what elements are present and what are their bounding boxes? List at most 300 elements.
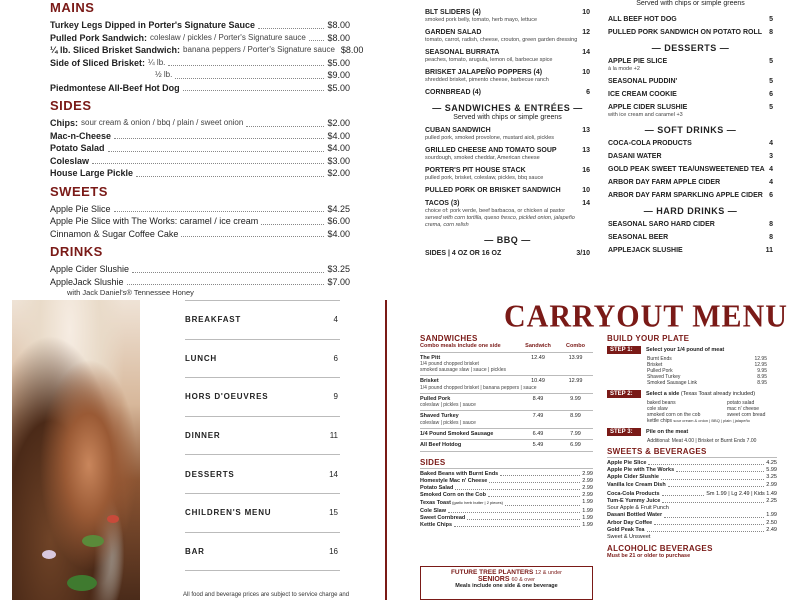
item-price: $2.00: [327, 168, 350, 178]
item-name: SEASONAL SARO HARD CIDER: [608, 221, 715, 228]
dot-leader: [505, 499, 580, 505]
row-name: Apple Pie with The Works: [607, 467, 675, 474]
sandwich-name: The Pitt: [420, 354, 441, 361]
toc-label: BAR: [185, 546, 205, 556]
combo-price: 8.99: [570, 413, 581, 419]
item-price: 4: [769, 140, 773, 147]
drink-row: [607, 505, 777, 512]
item-name: Mac-n-Cheese: [50, 130, 112, 141]
dot-leader: [648, 460, 764, 465]
row-price: 1.99: [766, 512, 777, 519]
menu-item: [425, 186, 590, 195]
price-disclaimer: All food and beverage prices are subject to service charge and: [183, 592, 350, 598]
toc-label: HORS D'OEUVRES: [185, 392, 269, 402]
dot-leader: [114, 130, 324, 140]
item-price: 13: [582, 127, 590, 134]
menu-item: [608, 103, 773, 119]
item-price: 3: [769, 153, 773, 160]
toc-row[interactable]: [185, 378, 340, 417]
item-name: BLT SLIDERS (4): [425, 9, 481, 16]
side-option: potato salad: [727, 400, 755, 406]
item-price: 6: [586, 89, 590, 96]
meat-option: [647, 380, 767, 386]
item-name: Turkey Legs Dipped in Porter's Signature Sauce: [50, 20, 256, 30]
item-price: 10: [582, 9, 590, 16]
bbq-heading: — BBQ —: [484, 235, 531, 245]
item-price: $8.00: [340, 45, 364, 55]
item-line: [608, 191, 773, 200]
item-name: SEASONAL PUDDIN': [608, 78, 678, 85]
meat-price: 9.95: [757, 368, 767, 374]
item-name: APPLE CIDER SLUSHIE: [608, 104, 688, 111]
meat-name: Shaved Turkey: [647, 374, 681, 380]
item-price: $8.00: [327, 20, 350, 30]
menu-item: [425, 8, 590, 24]
item-price: 6: [769, 192, 773, 199]
sandwich-name: Brisket: [420, 378, 439, 384]
item-price: 8: [769, 234, 773, 241]
item-name: Chips:: [50, 118, 78, 128]
row-note: (garlic herb butter | 2 pieces): [450, 500, 503, 506]
menu-item: [425, 166, 590, 182]
side-option: baked beans: [647, 400, 676, 406]
sandwich-name: Shaved Turkey: [420, 413, 459, 419]
menu-item: [425, 48, 590, 64]
toc-page: 14: [329, 469, 338, 479]
item-line: [608, 233, 773, 242]
toc-row[interactable]: [185, 340, 340, 379]
side-option: sweet corn bread: [727, 412, 766, 418]
step-1: [607, 346, 777, 354]
menu-item: [608, 165, 773, 174]
meals-include-note: Meals include one side & one beverage: [455, 583, 558, 589]
step-3: [607, 428, 777, 436]
toc-row[interactable]: [185, 301, 340, 340]
meat-name: Smoked Sausage Link: [647, 380, 698, 386]
item-line: [608, 178, 773, 187]
toc-page: 6: [333, 353, 338, 363]
item-name: PULLED PORK SANDWICH ON POTATO ROLL: [608, 29, 762, 36]
toc-label: DESSERTS: [185, 469, 235, 479]
side-row: [420, 471, 593, 478]
combo-price: 9.99: [570, 395, 581, 402]
build-plate-heading: BUILD YOUR PLATE: [607, 334, 690, 343]
sandwich-name: All Beef Hotdog: [420, 442, 462, 448]
item-price: $3.00: [327, 155, 350, 166]
row-name: Sour Apple & Fruit Punch: [607, 505, 669, 512]
item-line: [425, 8, 590, 17]
sandwich-header-row: [420, 343, 593, 353]
sandwich-price: 6.49: [532, 430, 544, 437]
desserts-heading: — DESSERTS —: [651, 43, 730, 53]
coke-row: [607, 491, 777, 498]
step-2-text: Select a side (Texas Toast already included): [646, 391, 756, 397]
item-desc: coleslaw / pickles / Porter's Signature sauce: [150, 32, 306, 42]
item-price: 8: [769, 221, 773, 228]
menu-item-row: [50, 228, 350, 241]
item-line: [608, 28, 773, 37]
item-price: $4.00: [327, 130, 350, 141]
item-name: House Large Pickle: [50, 168, 134, 178]
toc-row[interactable]: [185, 533, 340, 572]
item-name: PORTER'S PIT HOUSE STACK: [425, 167, 526, 174]
item-line: [608, 90, 773, 99]
item-desc-extra: served with corn tortilla, queso fresco, pickled onion, jalapeño crema, corn relish: [425, 215, 575, 228]
toc-page: 15: [329, 508, 338, 518]
item-line: [608, 139, 773, 148]
item-price: 13: [582, 147, 590, 154]
dot-leader: [258, 19, 324, 29]
side-row: [420, 522, 593, 529]
menu-item-row: [50, 167, 350, 180]
sandwich-row: [420, 429, 593, 441]
item-line: [608, 165, 773, 174]
toc-page: 4: [333, 315, 338, 325]
toc-row[interactable]: [185, 455, 340, 494]
item-name: APPLE PIE SLICE: [608, 58, 668, 65]
menu-item: [425, 88, 590, 97]
coke-label: Coca-Cola Products: [607, 490, 660, 497]
toc-page: 11: [329, 431, 338, 441]
future-tree-planters-box: [420, 566, 593, 600]
menu-item: [425, 146, 590, 162]
seniors-line: SENIORS 60 & over: [477, 576, 535, 583]
sandwich-desc: coleslaw | pickles | sauce: [420, 419, 476, 426]
menu-item-row: [50, 19, 350, 32]
side-row: [420, 499, 593, 507]
dot-leader: [183, 82, 325, 92]
sandwich-line: [420, 413, 593, 420]
toc-page: 9: [333, 392, 338, 402]
sides-heading: SIDES: [50, 98, 92, 113]
item-desc: with ice cream and caramel +3: [608, 112, 683, 118]
item-line: [425, 48, 590, 57]
step-3-label: STEP 3:: [607, 428, 641, 436]
greens-garnish: [67, 575, 97, 591]
item-price: 10: [582, 69, 590, 76]
sweet-row: [607, 460, 777, 467]
item-desc: shredded brisket, pimento cheese, barbecue ranch: [425, 77, 549, 83]
row-price: 2.49: [766, 526, 777, 533]
menu-item: [425, 68, 590, 84]
side-row: [420, 485, 593, 492]
meat-name: Burnt Ends: [647, 356, 672, 362]
item-desc: pulled pork, brisket, coleslaw, pickles, bbq sauce: [425, 175, 544, 181]
sandwich-row: [420, 376, 593, 394]
sandwich-col-header: Sandwich: [525, 343, 551, 349]
item-price: 14: [582, 200, 590, 207]
item-price: $4.25: [327, 203, 350, 214]
sandwich-price: 10.49: [531, 378, 545, 384]
item-name: Apple Pie Slice: [50, 203, 111, 214]
kettle-chips-option: kettle chips sour cream & onion | BBQ | plain | jalapeño: [647, 418, 750, 424]
item-line: [425, 28, 590, 37]
row-name: Cole Slaw: [420, 507, 446, 514]
onion-garnish: [42, 550, 56, 559]
item-price: 5: [769, 78, 773, 85]
sweets-heading: SWEETS: [50, 183, 108, 199]
item-price: 5: [769, 58, 773, 65]
dot-leader: [136, 167, 324, 177]
row-name: Sweet & Unsweet: [607, 534, 651, 541]
carryout-sides-heading: SIDES: [420, 458, 593, 469]
menu-item: [608, 57, 773, 73]
menu-item: [608, 191, 773, 200]
menu-item-row: [50, 130, 350, 143]
menu-item: [608, 220, 773, 229]
dot-leader: [448, 508, 580, 513]
combo-price: 7.99: [570, 430, 581, 437]
sandwich-row: [420, 353, 593, 377]
row-name: Apple Pie Slice: [607, 460, 647, 466]
menu-item-row: [50, 142, 350, 155]
right-menu-column: [608, 0, 773, 259]
row-price: 2.99: [582, 492, 593, 499]
item-name: CUBAN SANDWICH: [425, 127, 491, 134]
item-price: $6.00: [327, 216, 350, 226]
dot-leader: [309, 32, 325, 42]
item-desc: ¼ lb.: [148, 57, 166, 67]
step-3-note: Additional: Meat 4.00 | Brisket or Burnt Ends 7.00: [647, 438, 757, 444]
sandwich-desc: smoked sausage slaw | sauce | pickles: [420, 367, 506, 373]
drink-row: [607, 534, 777, 541]
row-price: 2.99: [582, 484, 593, 491]
step-2-label: STEP 2:: [607, 390, 641, 398]
item-name: ICE CREAM COOKIE: [608, 91, 677, 98]
menu-item-row: [50, 117, 350, 130]
item-line: [425, 249, 590, 258]
item-line: [425, 199, 590, 208]
row-price: 1.99: [582, 507, 593, 514]
item-line: [608, 57, 773, 66]
dot-leader: [168, 57, 324, 67]
toc-row[interactable]: [185, 417, 340, 456]
alcohol-note: Must be 21 or older to purchase: [607, 553, 691, 560]
item-name: Piedmontese All-Beef Hot Dog: [50, 82, 180, 93]
sandwich-desc: 1/4 pound chopped brisket | banana peppers | sauce: [420, 384, 537, 391]
menu-item-row: [50, 44, 364, 57]
item-name: GRILLED CHEESE AND TOMATO SOUP: [425, 147, 557, 154]
item-price: $9.00: [327, 70, 350, 80]
side-row: [420, 508, 593, 515]
sandwich-line: [420, 431, 593, 438]
mains-heading: MAINS: [50, 0, 95, 15]
pulled-pork-photo: [12, 300, 140, 600]
item-desc: banana peppers / Porter's Signature sauce: [183, 45, 335, 54]
dot-leader: [246, 117, 324, 127]
menu-item: [608, 90, 773, 99]
item-name: Apple Pie Slice with The Works: caramel / ice cream: [50, 216, 259, 226]
item-name: ¼ lb. Sliced Brisket Sandwich:: [50, 45, 181, 55]
row-price: 1.99: [582, 499, 593, 506]
menu-item: [608, 139, 773, 148]
sandwiches-entrees-heading: — SANDWICHES & ENTRÉES —: [432, 103, 583, 113]
item-line: [608, 152, 773, 161]
dot-leader: [664, 512, 764, 517]
sweet-row: [607, 474, 777, 481]
toc-label: DINNER: [185, 431, 221, 441]
item-line: [425, 88, 590, 97]
right-top-subheading: Served with chips or simple greens: [636, 0, 745, 7]
menu-item-row: [50, 203, 350, 216]
herb-garnish: [82, 535, 104, 547]
meat-price: 12.95: [754, 362, 767, 368]
dot-leader: [454, 522, 580, 527]
sandwiches-subheading: Served with chips or simple greens: [453, 114, 562, 121]
item-name: Potato Salad: [50, 143, 105, 153]
meat-price: 12.95: [754, 356, 767, 362]
toc-label: BREAKFAST: [185, 315, 242, 325]
item-name: PULLED PORK OR BRISKET SANDWICH: [425, 187, 561, 194]
item-price: $2.00: [327, 118, 350, 128]
item-name: BRISKET JALAPEÑO POPPERS (4): [425, 69, 543, 76]
row-name: Dasani Bottled Water: [607, 512, 663, 519]
side-row: [420, 478, 593, 485]
row-name: Apple Cider Slushie: [607, 474, 659, 481]
item-name: TACOS (3): [425, 200, 460, 207]
combo-price: 6.99: [570, 442, 581, 448]
menu-item-row: [50, 263, 350, 276]
row-price: 4.25: [766, 460, 777, 466]
item-desc: choice of: pork verde, beef barbacoa, or chicken al pastor: [425, 208, 566, 214]
row-price: 1.99: [582, 521, 593, 528]
row-price: 3.25: [766, 474, 777, 481]
sandwich-price: 12.49: [531, 354, 545, 361]
item-price: 4: [769, 166, 773, 173]
toc-row[interactable]: [185, 494, 340, 533]
menu-item-row: [50, 276, 350, 289]
restaurant-menu-panel: [400, 0, 800, 300]
carryout-left-column: [420, 334, 593, 529]
item-name: APPLEJACK SLUSHIE: [608, 247, 683, 254]
item-price: 10: [582, 187, 590, 194]
hard-drinks-heading: — HARD DRINKS —: [643, 206, 738, 216]
soft-drinks-heading: — SOFT DRINKS —: [644, 125, 737, 135]
menu-item-row: [50, 32, 350, 45]
menu-item-row: [50, 82, 350, 95]
row-name: Vanilla Ice Cream Dish: [607, 481, 666, 488]
toc-label: LUNCH: [185, 353, 217, 363]
dot-leader: [489, 478, 580, 483]
sandwich-price: 5.49: [532, 442, 544, 448]
sweet-row: [607, 482, 777, 489]
item-name: DASANI WATER: [608, 153, 662, 160]
menu-item: [608, 178, 773, 187]
row-price: 5.99: [766, 467, 777, 474]
dot-leader: [500, 471, 580, 476]
sandwich-line: [420, 378, 593, 385]
dot-leader: [647, 527, 765, 532]
step-3-text: Pile on the meat: [646, 429, 689, 435]
meat-price: 8.95: [757, 380, 767, 386]
drink-row: [607, 520, 777, 527]
item-name: SEASONAL BURRATA: [425, 49, 500, 56]
dot-leader: [668, 482, 765, 487]
row-name: Arbor Day Coffee: [607, 519, 653, 526]
future-line: FUTURE TREE PLANTERS 12 & under: [450, 569, 563, 576]
side-option: mac n' cheese: [727, 406, 760, 412]
toc-label: CHILDREN'S MENU: [185, 508, 272, 518]
item-name: CORNBREAD (4): [425, 89, 481, 96]
sandwich-line: [420, 442, 593, 449]
sandwich-row: [420, 440, 593, 452]
carryout-title: CARRYOUT MENU: [504, 300, 788, 334]
item-name: Coleslaw: [50, 155, 90, 166]
item-name: Cinnamon & Sugar Coffee Cake: [50, 228, 179, 239]
meat-price: 8.95: [757, 374, 767, 380]
dot-leader: [114, 203, 325, 213]
menu-contents-list: [185, 300, 340, 571]
item-line: [608, 77, 773, 86]
item-desc: smoked pork belly, tomato, herb mayo, lettuce: [425, 17, 538, 23]
item-name: SEASONAL BEER: [608, 234, 669, 241]
sweet-row: [607, 467, 777, 474]
row-price: 2.99: [582, 477, 593, 484]
item-line: [425, 126, 590, 135]
item-name: ALL BEEF HOT DOG: [608, 16, 677, 23]
row-name: Potato Salad: [420, 484, 454, 491]
sandwich-price: 8.49: [532, 395, 544, 402]
dot-leader: [662, 498, 764, 503]
row-price: 2.99: [582, 470, 593, 477]
item-price: $4.00: [327, 228, 350, 239]
divider-line: [385, 300, 387, 600]
sandwich-name: 1/4 Pound Smoked Sausage: [420, 430, 494, 437]
row-name: Baked Beans with Burnt Ends: [420, 470, 499, 477]
menu-item: [608, 28, 773, 37]
food-menu-panel: [0, 0, 400, 300]
item-price: 11: [765, 247, 773, 254]
item-price: 6: [769, 91, 773, 98]
item-name: Side of Sliced Brisket:: [50, 57, 146, 68]
item-price: $7.00: [327, 276, 350, 287]
menu-item-row: [50, 155, 350, 168]
menu-item: [425, 249, 590, 258]
item-price: $3.25: [327, 264, 350, 274]
item-price: $8.00: [327, 32, 350, 43]
alcoholic-beverages-heading: ALCOHOLIC BEVERAGES: [607, 544, 713, 554]
row-name: Tum-E Yummy Juice: [607, 498, 661, 505]
item-desc: sour cream & onion / bbq / plain / sweet onion: [81, 118, 244, 127]
dot-leader: [261, 215, 324, 225]
item-line: [425, 146, 590, 155]
item-price: 5: [769, 104, 773, 111]
dot-leader: [108, 142, 325, 152]
sandwich-row: [420, 394, 593, 412]
item-price: 5: [769, 16, 773, 23]
step-1-text: Select your 1/4 pound of meat: [646, 347, 725, 353]
sandwich-price: 7.49: [532, 413, 544, 419]
row-name: Smoked Corn on the Cob: [420, 492, 486, 499]
menu-item: [608, 15, 773, 24]
dot-leader: [455, 485, 580, 490]
item-price: 4: [769, 179, 773, 186]
meat-name: Brisket: [647, 362, 663, 368]
item-price: 16: [582, 167, 590, 174]
item-name: GARDEN SALAD: [425, 29, 482, 36]
row-name: Homestyle Mac n' Cheese: [420, 477, 488, 484]
item-desc: à la mode +2: [608, 66, 640, 72]
side-row: [420, 515, 593, 522]
drink-row: [607, 512, 777, 519]
sandwiches-heading: SANDWICHES: [420, 334, 478, 343]
dot-leader: [92, 155, 324, 165]
menu-item: [425, 126, 590, 142]
sweets-beverages-heading: SWEETS & BEVERAGES: [607, 447, 777, 458]
dot-leader: [181, 228, 324, 238]
menu-item: [608, 246, 773, 255]
drink-row: [607, 498, 777, 505]
